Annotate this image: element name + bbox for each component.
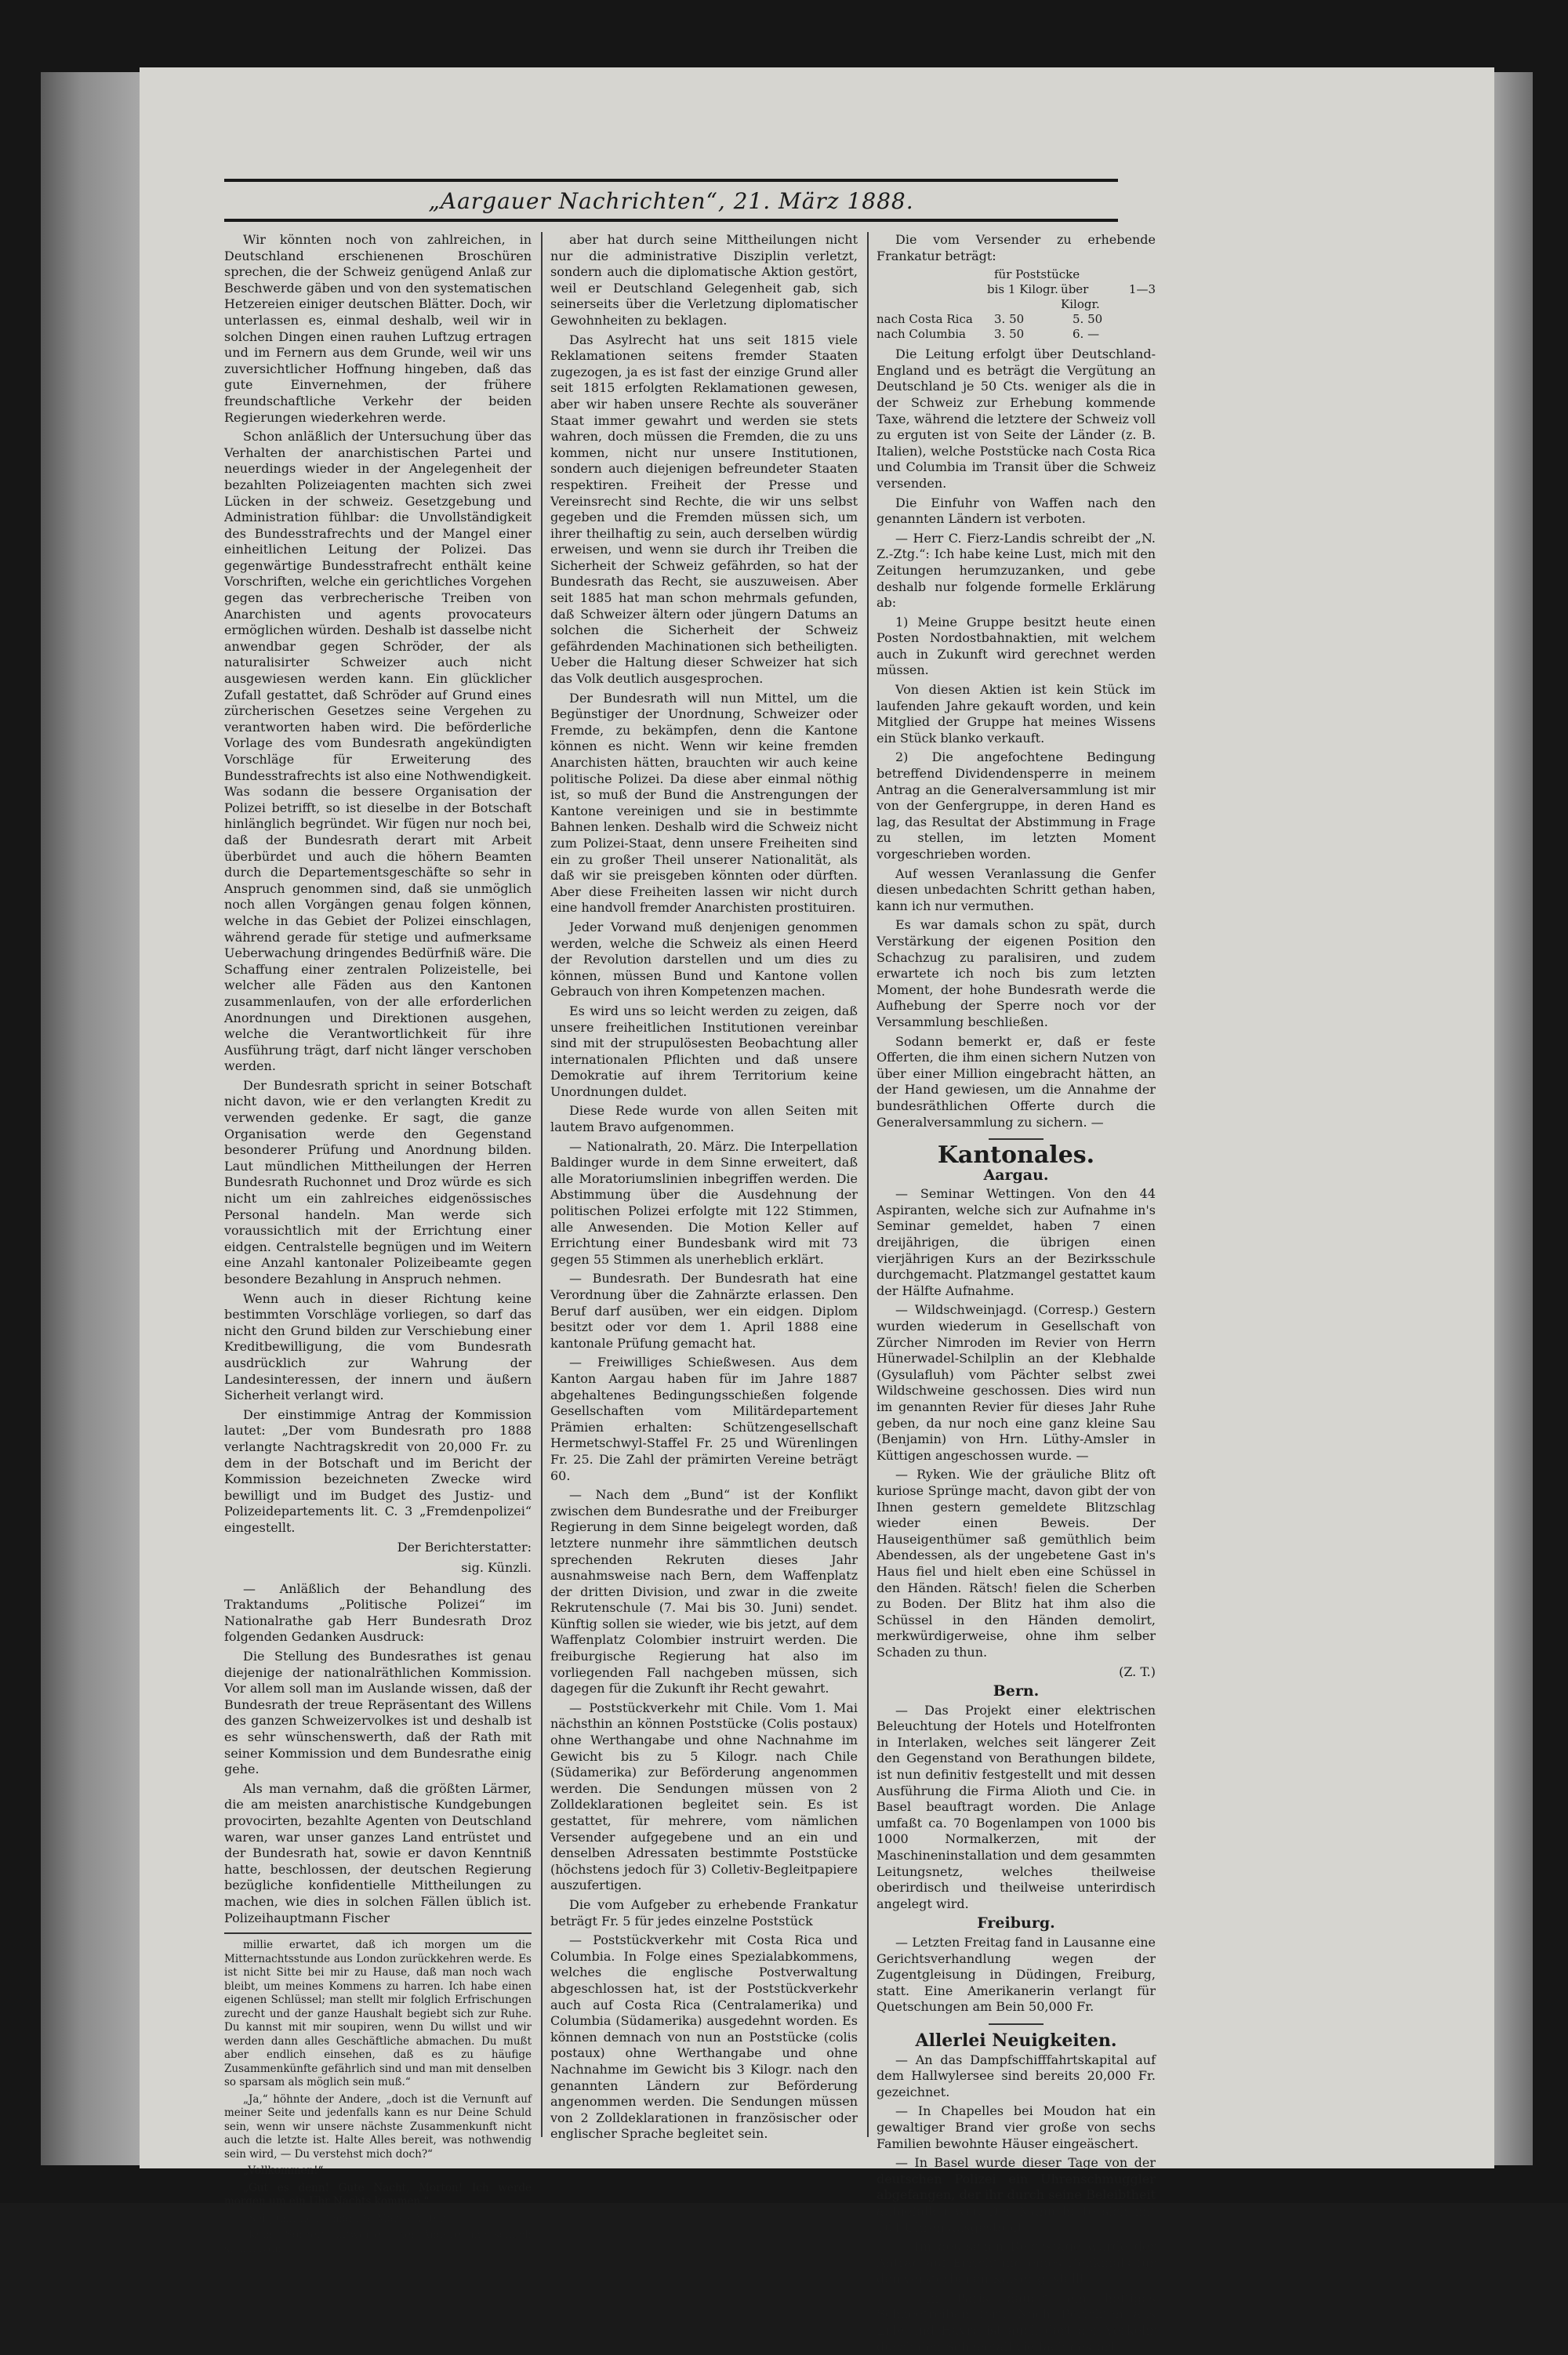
tariff-cell: 5. 50: [1073, 312, 1103, 327]
article-paragraph: Die vom Aufgeber zu erhebende Frankatur beträgt Fr. 5 für jedes einzelne Poststück: [550, 1896, 858, 1929]
article-paragraph: Die Einfuhr von Waffen nach den genannten Ländern ist verboten.: [877, 495, 1156, 527]
article-paragraph: Es war damals schon zu spät, durch Verstärkung der eigenen Position den Schachzug zu paralisiren, und zudem erwartete ich noch bis zum letzten Moment, der hohe Bundesrath werde die Aufhebung der Sperre noch vor der Versammlung beschließen.: [877, 917, 1156, 1029]
article-paragraph: Jeder Vorwand muß denjenigen genommen werden, welche die Schweiz als einen Heerd der Revolution darstellen und um dies zu können, müssen Bund und Kantone vollen Gebrauch von ihren Kompetenzen machen.: [550, 919, 858, 1000]
news-item: — Das Projekt einer elektrischen Beleuchtung der Hotels und Hotelfronten in Interlaken, welches seit längerer Zeit den Gegenstand von Berathungen bildete, ist nun definitiv festgestellt und mit dessen Ausführung die Firma Alioth und Cie. in Basel beauftragt worden. Die Anlage umfaßt ca. 70 Bogenlampen von 1000 bis 1000 Normalkerzen, mit der Maschineninstallation und dem gesammten Leitungsnetz, welches theilweise oberirdisch und theilweise unterirdisch angelegt wird.: [877, 1702, 1156, 1911]
news-item: — In Chapelles bei Moudon hat ein gewaltiger Brand vier große von sechs Familien bewohnte Häuser eingeäschert.: [877, 2103, 1156, 2151]
newspaper-page: [140, 67, 1494, 2354]
article-paragraph: Der einstimmige Antrag der Kommission lautet: „Der vom Bundesrath pro 1888 verlangte Nachtragskredit von 20,000 Fr. zu dem in der Botschaft und im Bericht der Kommission bezeichneten Zwecke wird bewilligt und im Budget des Justiz- und Polizeidepartements lit. C. 3 „Fremdenpolizei“ eingestellt.: [224, 1406, 532, 1535]
article-paragraph: Schon anläßlich der Untersuchung über das Verhalten der anarchistischen Partei und neuerdings wieder in der Angelegenheit der bezahlten Polizeiagenten machten sich zwei Lücken in der schweiz. Gesetzgebung und Administration fühlbar: die Unvollständigkeit des Bundesstrafrechts und der Mangel einer einheitlichen Leitung der Polizei. Das gegenwärtige Bundesstrafrecht enthält keine Vorschriften, welche ein gerichtliches Vorgehen gegen das verbrecherische Treiben von Anarchisten und agents provocateurs ermöglichen würden. Deshalb ist dasselbe nicht anwendbar gegen Schröder, der als naturalisirter Schweizer auch nicht ausgewiesen werden kann. Ein glücklicher Zufall gestattet, daß Schröder auf Grund eines zürcherischen Gesetzes seine Vergehen zu verantworten haben wird. Die beförderliche Vorlage des vom Bundesrath angekündigten Vorschläge für Erweiterung des Bundesstrafrechts ist also eine Nothwendigkeit. Was sodann die bessere Organisation der Polizei betrifft, so ist dieselbe in der Botschaft hinlänglich begründet. Wir fügen nur noch bei, daß der Bundesrath derart mit Arbeit überbürdet und auch die höhern Beamten durch die Departementsgeschäfte so sehr in Anspruch genommen sind, daß sie unmöglich noch allen Vorgängen genau folgen können, welche in das Gebiet der Polizei einschlagen, während gerade für stetige und aufmerksame Ueberwachung dringendes Bedürfniß wäre. Die Schaffung einer zentralen Polizeistelle, bei welcher alle Fäden aus den Kantonen zusammenlaufen, von der alle erforderlichen Anordnungen und Direktionen ausgehen, welche die Verantwortlichkeit für ihre Ausführung trägt, darf nicht länger verschoben werden.: [224, 429, 532, 1074]
news-item-nationalrath: — Nationalrath, 20. März. Die Interpellation Baldinger wurde in dem Sinne erweitert, daß alle Moratoriumslinien inbegriffen werden. Die Abstimmung über die Ausdehnung der politischen Polizei erfolgte mit 122 Stimmen, alle Anwesenden. Die Motion Keller auf Errichtung einer Bundesbank wird mit 73 gegen 55 Stimmen als unerheblich erklärt.: [550, 1138, 858, 1267]
article-paragraph: aber hat durch seine Mittheilungen nicht nur die administrative Disziplin verletzt, sondern auch die diplomatische Aktion gestört, weil er Deutschland Gelegenheit gab, sich seinerseits über die Verletzung diplomatischer Gewohnheiten zu beklagen.: [550, 232, 858, 328]
column-1: [224, 232, 532, 2255]
feuilleton: [224, 1939, 532, 2256]
section-heading-neuigkeiten: Allerlei Neuigkeiten.: [915, 2030, 1117, 2051]
tariff-row-label: nach Columbia: [877, 327, 966, 342]
article-paragraph: Der Bundesrath spricht in seiner Botschaft nicht davon, wie er den verlangten Kredit zu verwenden gedenke. Er sagt, die ganze Organisation werde den Gegenstand besonderer Prüfung und Anordnung bilden. Laut mündlichen Mittheilungen der Herren Bundesrath Ruchonnet und Droz würde es sich nicht um ein zahlreiches eidgenössisches Personal handeln. Man werde sich voraussichtlich mit der Errichtung einer eidgen. Centralstelle begnügen und im Weitern eine Anzahl kantonaler Polizeibeamte gegen besondere Bezahlung in Anspruch nehmen.: [224, 1077, 532, 1286]
news-item: — Im deutschen Reichstage wurde der Antrag auf Errichtung eines Denkmals für den verstorbenen Kaiser gestellt.: [877, 2239, 1156, 2287]
news-item: — In Paris dauert ein heftiges Schneetreiben fort. Nach Berichten aus Lille und Havre ist auch dort der Verkehr durch den Schneefall vielfach gestört.: [877, 2290, 1156, 2354]
section-divider: [989, 2023, 1044, 2025]
article-paragraph: Wenn auch in dieser Richtung keine bestimmten Vorschläge vorliegen, so darf das nicht den Grund bilden zur Verschiebung einer Kreditbewilligung, die vom Bundesrath ausdrücklich zur Wahrung der Landesinteressen, der innern und äußern Sicherheit verlangt wird.: [224, 1290, 532, 1403]
article-paragraph: Sodann bemerkt er, daß er feste Offerten, die ihm einen sichern Nutzen von über einer Million eingebracht hätten, an der Hand gewiesen, um die Annahme der bundesräthlichen Offerte durch die Generalversammlung zu sichern. —: [877, 1033, 1156, 1130]
article-paragraph: Auf wessen Veranlassung die Genfer diesen unbedachten Schritt gethan haben, kann ich nur vermuthen.: [877, 865, 1156, 913]
article-paragraph: Es wird uns so leicht werden zu zeigen, daß unsere freiheitlichen Institutionen vereinbar sind mit der strupulösesten Beobachtung aller internationalen Pflichten und daß unsere Demokratie auf ihrem Territorium keine Unordnungen duldet.: [550, 1003, 858, 1099]
subheading-freiburg: Freiburg.: [977, 1914, 1055, 1932]
feuilleton-paragraph: „Gut es denn! Gute Nacht, Morton! Ich werde morgen um ein Uhr Nachts kommen.“: [224, 2181, 532, 2208]
feuilleton-paragraph: millie erwartet, daß ich morgen um die Mitternachtsstunde aus London zurückkehren werde. Es ist nicht Sitte bei mir zu Hause, daß man noch wach bleibt, um meines Kommens zu harren. Ich habe einen eigenen Schlüssel; man stellt mir folglich Erfrischungen zurecht und der ganze Haushalt begiebt sich zur Ruhe. Du kannst mit mir soupiren, wenn Du willst und wir werden dann alles Geschäftliche abmachen. Du mußt aber endlich einsehen, daß es zu häufige Zusammenkünfte gefährlich sind und man mit denselben so sparsam als möglich sein muß.“: [224, 1939, 532, 2089]
tariff-col-2: über 1—3 Kilogr.: [1061, 282, 1156, 312]
article-paragraph: Die Stellung des Bundesrathes ist genau diejenige der nationalräthlichen Kommission. Vor allem soll man im Auslande wissen, daß der Bundesrath der treue Repräsentant des Willens des ganzen Schweizervolkes ist und deshalb ist es sehr wünschenswerth, daß der Rath mit seiner Kommission und dem Bundesrathe einig gehe.: [224, 1649, 532, 1777]
masthead: „Aargauer Nachrichten“, 21. März 1888.: [224, 179, 1118, 222]
feuilleton-paragraph: „Keine Sorge!“ antwortete der Andere und schlich sich davon.: [224, 2229, 532, 2255]
article-paragraph: — Herr C. Fierz-Landis schreibt der „N. Z.-Ztg.“: Ich habe keine Lust, mich mit den Zeitungen herumzuzanken, und gebe deshalb nur folgende formelle Erklärung ab:: [877, 530, 1156, 611]
tariff-table: [877, 267, 1156, 342]
subheading-bern: Bern.: [993, 1682, 1040, 1700]
article-paragraph: Die Leitung erfolgt über Deutschland-England und es beträgt die Vergütung an Deutschland je 50 Cts. weniger als die in der Schweiz zur Erhebung kommende Taxe, während die letztere der Schweiz voll zu erguten ist von Seite der Länder (z. B. Italien), welche Poststücke nach Costa Rica und Columbia im Transit über die Schweiz versenden.: [877, 347, 1156, 491]
tariff-col-1: bis 1 Kilogr.: [987, 282, 1058, 297]
article-paragraph: Diese Rede wurde von allen Seiten mit lautem Bravo aufgenommen.: [550, 1103, 858, 1135]
tariff-row-label: nach Costa Rica: [877, 312, 973, 327]
article-paragraph: Der Bundesrath will nun Mittel, um die Begünstiger der Unordnung, Schweizer oder Fremde, zu bekämpfen, denn die Kantone können es nicht. Wenn wir keine fremden Anarchisten hätten, brauchten wir auch keine politische Polizei. Da diese aber einmal nöthig ist, so muß der Bund die Anstrengungen der Kantone vereinigen und sie in bestimmte Bahnen lenken. Deshalb wird die Schweiz nicht zum Polizei-Staat, denn unsere Freiheiten sind ein zu großer Theil unserer Nationalität, als daß wir sie preisgeben könnten oder dürften. Aber diese Freiheiten lassen wir nicht durch eine handvoll fremder Anarchisten prostituiren.: [550, 690, 858, 916]
section-heading-kantonales: Kantonales.: [937, 1141, 1095, 1170]
news-item: — Seminar Wettingen. Von den 44 Aspiranten, welche sich zur Aufnahme in's Seminar gemeldet, haben 7 einen dreijährigen, die übrigen einen vierjährigen Kurs an der Bezirksschule durchgemacht. Platzmangel gestattet kaum der Hälfte Aufnahme.: [877, 1186, 1156, 1298]
news-item-freiburg-konflikt: — Nach dem „Bund“ ist der Konflikt zwischen dem Bundesrathe und der Freiburger Regierung in dem Sinne beigelegt worden, daß letztere nunmehr ihre sämmtlichen deutsch sprechenden Rekruten dieses Jahr ausnahmsweise nach Bern, dem Waffenplatz der dritten Division, und zwar in die zweite Rekrutenschule (7. Mai bis 30. Juni) sendet. Künftig sollen sie wieder, wie bis jetzt, auf dem Waffenplatz Colombier instruirt werden. Die freiburgische Regierung hat also im vorliegenden Fall nachgeben müssen, sich dagegen für die Zukunft ihr Recht gewahrt.: [550, 1487, 858, 1696]
article-paragraph: Als man vernahm, daß die größten Lärmer, die am meisten anarchistische Kundgebungen provocirten, bezahlte Agenten von Deutschland waren, war unser ganzes Land entrüstet und der Bundesrath hat, sowie er davon Kenntniß hatte, beschlossen, der deutschen Regierung bezügliche konfidentielle Mittheilungen zu machen, wie dies in solchen Fällen üblich ist. Polizeihauptmann Fischer: [224, 1780, 532, 1925]
news-item-chile-post: — Poststückverkehr mit Chile. Vom 1. Mai nächsthin an können Poststücke (Colis postaux) ohne Werthangabe und ohne Nachnahme im Gewicht bis zu 5 Kilogr. nach Chile (Südamerika) zur Beförderung angenommen werden. Die Sendungen müssen von 2 Zolldeklarationen begleitet sein. Es ist gestattet, für mehrere, vom nämlichen Versender aufgegebene und an ein und denselben Adressaten bestimmte Poststücke (höchstens jedoch für 3) Colletiv-Begleitpapiere auszufertigen.: [550, 1700, 858, 1893]
news-item-schiesswesen: — Freiwilliges Schießwesen. Aus dem Kanton Aargau haben für im Jahre 1887 abgehaltenes Bedingungsschießen folgende Gesellschaften vom Militärdepartement Prämien erhalten: Schützengesellschaft Hermetschwyl-Staffel Fr. 25 und Würenlingen Fr. 25. Die Zahl der prämirten Vereine beträgt 60.: [550, 1355, 858, 1483]
news-item-bundesrath: — Bundesrath. Der Bundesrath hat eine Verordnung über die Zahnärzte erlassen. Den Beruf darf ausüben, wer ein eidgen. Diplom besitzt oder vor dem 1. April 1888 eine kantonale Prüfung gemacht hat.: [550, 1271, 858, 1351]
article-paragraph: 1) Meine Gruppe besitzt heute einen Posten Nordostbahnaktien, mit welchem auch in Zukunft wird gerechnet werden müssen.: [877, 614, 1156, 678]
column-rule-1: [541, 232, 543, 2137]
tariff-intro: Die vom Versender zu erhebende Frankatur beträgt:: [877, 232, 1156, 263]
tariff-header: für Poststücke: [994, 267, 1080, 282]
column-rule-2: [867, 232, 869, 2137]
tariff-cell: 3. 50: [994, 327, 1025, 342]
news-item-costa-rica-post: — Poststückverkehr mit Costa Rica und Columbia. In Folge eines Spezialabkommens, welches die englische Postverwaltung abgeschlossen hat, ist der Poststückverkehr auch auf Costa Rica (Centralamerika) und Columbia (Südamerika) ausgedehnt worden. Es können demnach von nun an Poststücke (colis postaux) ohne Werthangabe und ohne Nachnahme im Gewicht bis 3 Kilogr. nach den genannten Ländern zur Beförderung angenommen werden. Die Sendungen müssen von 2 Zolldeklarationen in französischer oder englischer Sprache begleitet sein.: [550, 1932, 858, 2142]
news-item: — Letzten Freitag fand in Lausanne eine Gerichtsverhandlung wegen der Zugentgleisung in Düdingen, Freiburg, statt. Eine Amerikanerin verlangt für Quetschungen am Bein 50,000 Fr.: [877, 1935, 1156, 2015]
tariff-cell: 3. 50: [994, 312, 1025, 327]
feuilleton-divider: [224, 1932, 532, 1934]
column-3: [877, 232, 1156, 2354]
signature-line: Der Berichterstatter:: [397, 1539, 532, 1555]
news-item: — An das Dampfschifffahrtskapital auf dem Hallwylersee sind bereits 20,000 Fr. gezeichnet.: [877, 2052, 1156, 2099]
book-page-edge-right: [1490, 72, 1533, 2165]
feuilleton-paragraph: „Sei pünktlich!“ mahnte Mary's Vater.: [243, 2212, 448, 2225]
article-paragraph: — Anläßlich der Behandlung des Traktandums „Politische Polizei“ im Nationalrathe gab Herr Bundesrath Droz folgenden Gedanken Ausdruck:: [224, 1580, 532, 1645]
feuilleton-paragraph: „Vollkommen!“: [243, 2164, 324, 2178]
article-paragraph: 2) Die angefochtene Bedingung betreffend Dividendensperre in meinem Antrag an die Generalversammlung ist mir von der Genfergruppe, in deren Hand es lag, das Resultat der Abstimmung in Frage zu stellen, im letzten Moment vorgeschrieben worden.: [877, 749, 1156, 862]
news-item: — Ryken. Wie der gräuliche Blitz oft kuriose Sprünge macht, davon gibt der von Ihnen gestern gemeldete Blitzschlag wieder einen Beweis. Der Hauseigenthümer saß gemüthlich beim Abendessen, als der ungebetene Gast in's Haus fiel und hielt eben eine Schüssel in den Händen. Rätsch! fielen die Scherben zu Boden. Der Blitz hat ihm also die Schüssel in den Händen demolirt, merkwürdigerweise, ohne ihm selber Schaden zu thun.: [877, 1467, 1156, 1660]
article-paragraph: Von diesen Aktien ist kein Stück im laufenden Jahre gekauft worden, und kein Mitglied der Gruppe hat meines Wissens ein Stück blanko verkauft.: [877, 682, 1156, 746]
source-credit: (Z. T.): [1119, 1664, 1156, 1679]
section-divider: [989, 1138, 1044, 1140]
book-page-edge-left: [41, 72, 143, 2165]
news-item: — Wildschweinjagd. (Corresp.) Gestern wurden wiederum in Gesellschaft von Zürcher Nimroden im Revier von Herrn Hünerwadel-Schilplin an der Klebhalde (Gysulafluh) vom Pächter selbst zwei Wildschweine geschossen. Dies wird nun im genannten Revier für dieses Jahr Ruhe geben, da nur noch eine ganz kleine Sau (Benjamin) von Hrn. Lüthy-Amsler in Küttigen angeschossen wurde. —: [877, 1302, 1156, 1463]
tariff-cell: 6. —: [1073, 327, 1100, 342]
subheading-aargau: Aargau.: [983, 1166, 1049, 1184]
article-paragraph: Das Asylrecht hat uns seit 1815 viele Reklamationen seitens fremder Staaten zugezogen, ja es ist fast der einzige Grund aller seit 1815 erfolgten Reklamationen gewesen, aber wir haben unsere Rechte als souveräner Staat immer gewahrt und werden sie stets wahren, doch müssen die Fremden, die zu uns kommen, nicht nur unsere Institutionen, sondern auch diejenigen befreundeter Staaten respektiren. Freiheit der Presse und Vereinsrecht sind Rechte, die wir uns selbst gegeben und die Fremden müssen sich, um ihrer theilhaftig zu sein, auch derselben würdig erweisen, und wenn sie durch ihr Treiben die Sicherheit der Schweiz gefährden, so hat der Bundesrath das Recht, sie auszuweisen. Aber seit 1885 hat man schon mehrmals gefunden, daß Schweizer ältern oder jüngern Datums an solchen die Sicherheit der Schweiz gefährdenden Machinationen sich betheiligten. Ueber die Haltung dieser Schweizer hat sich das Volk deutlich ausgesprochen.: [550, 332, 858, 687]
signature-name: sig. Künzli.: [461, 1560, 532, 1576]
article-paragraph: Wir könnten noch von zahlreichen, in Deutschland erschienenen Broschüren sprechen, die der Schweiz genügend Anlaß zur Beschwerde gäben und von den systematischen Hetzereien einiger deutschen Blätter. Doch, wir unterlassen es, einmal deshalb, weil wir in solchen Dingen einen rauhen Luftzug ertragen und im Fernern aus dem Grunde, weil wir uns zuversichtlicher Hoffnung hingeben, daß das gute Einvernehmen, der frühere freundschaftliche Verkehr der beiden Regierungen wiederkehren werde.: [224, 232, 532, 425]
feuilleton-paragraph: „Ja,“ höhnte der Andere, „doch ist die Vernunft auf meiner Seite und jedenfalls kann es nur Deine Schuld sein, wenn wir unsere nächste Zusammenkunft nicht auch die letzte ist. Halte Alles bereit, was nothwendig sein wird, — Du verstehst mich doch?“: [224, 2092, 532, 2161]
column-2: [550, 232, 858, 2142]
news-item: — In Basel wurde dieser Tage von der deutschen Polizei ein Uhrenschmuggler abgefangen, der ihr durch seine Beleibtheit aufgefallen war. Der Mann hatte sich mit 164 Uhren ausgestopft.: [877, 2155, 1156, 2235]
